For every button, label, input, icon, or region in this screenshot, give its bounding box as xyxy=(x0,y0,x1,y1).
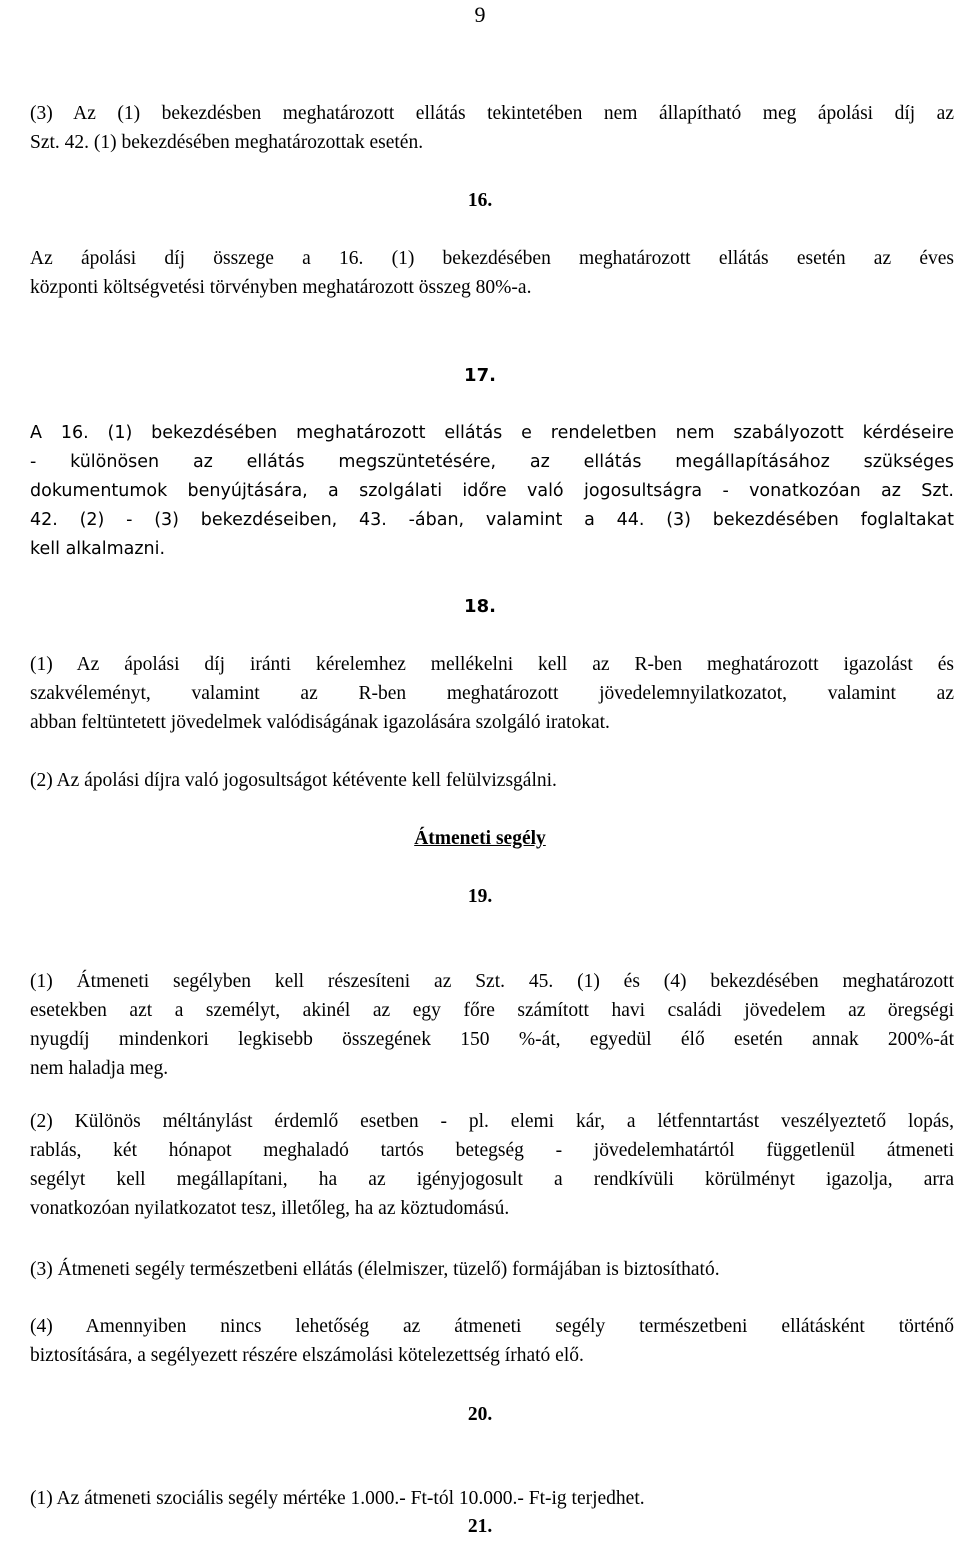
text-line: (1) Az átmeneti szociális segély mértéke 1.000.- Ft-tól 10.000.- Ft-ig terjedhet. xyxy=(30,1488,645,1509)
text-line: dokumentumok benyújtására, a szolgálati időre való jogosultságra - vonatkozóan az Szt. xyxy=(30,481,954,501)
text-line: abban feltüntetett jövedelmek valódiságának igazolására szolgáló iratokat. xyxy=(30,712,610,733)
text-line: (2) Az ápolási díjra való jogosultságot kétévente kell felülvizsgálni. xyxy=(30,770,557,791)
text-line: biztosítására, a segélyezett részére elszámolási kötelezettség írható elő. xyxy=(30,1345,584,1366)
paragraph-19-3 xyxy=(30,1255,954,1284)
paragraph-16 xyxy=(30,244,954,302)
section-heading-19: 19. xyxy=(467,886,493,907)
section-heading-21: 21. xyxy=(467,1516,493,1537)
paragraph-19-1 xyxy=(30,967,954,1083)
text-line: (1) Az ápolási díj iránti kérelemhez mellékelni kell az R-ben meghatározott igazolást és xyxy=(30,654,954,675)
section-heading-16: 16. xyxy=(467,190,493,211)
text-line: esetekben azt a személyt, akinél az egy főre számított havi családi jövedelem az öregségi xyxy=(30,1000,954,1021)
text-line: központi költségvetési törvényben meghatározott összeg 80%-a. xyxy=(30,277,532,298)
section-heading-18: 18. xyxy=(464,596,496,617)
paragraph-16-3 xyxy=(30,99,954,157)
text-line: Az ápolási díj összege a 16. (1) bekezdésében meghatározott ellátás esetén az éves xyxy=(30,248,954,269)
text-line: - különösen az ellátás megszüntetésére, az ellátás megállapításához szükséges xyxy=(30,452,954,472)
text-line: (4) Amennyiben nincs lehetőség az átmeneti segély természetbeni ellátásként történő xyxy=(30,1316,954,1337)
paragraph-18-1 xyxy=(30,650,954,737)
text-line: A 16. (1) bekezdésében meghatározott ellátás e rendeletben nem szabályozott kérdéseire xyxy=(30,423,954,443)
text-line: (2) Különös méltánylást érdemlő esetben - pl. elemi kár, a létfenntartást veszélyeztető lopás, xyxy=(30,1111,954,1132)
text-line: (3) Az (1) bekezdésben meghatározott ellátás tekintetében nem állapítható meg ápolási díj az xyxy=(30,103,954,124)
text-line: vonatkozóan nyilatkozatot tesz, illetőleg, ha az köztudomású. xyxy=(30,1198,510,1219)
paragraph-17 xyxy=(30,419,954,564)
text-line: kell alkalmazni. xyxy=(30,539,166,559)
text-line: Szt. 42. (1) bekezdésében meghatározottak esetén. xyxy=(30,132,424,153)
paragraph-20-1 xyxy=(30,1484,954,1513)
paragraph-19-4 xyxy=(30,1312,954,1370)
text-line: szakvéleményt, valamint az R-ben meghatározott jövedelemnyilatkozatot, valamint az xyxy=(30,683,954,704)
paragraph-19-2 xyxy=(30,1107,954,1223)
text-line: 42. (2) - (3) bekezdéseiben, 43. -ában, valamint a 44. (3) bekezdésében foglaltakat xyxy=(30,510,954,530)
text-line: nem haladja meg. xyxy=(30,1058,169,1079)
title-atmeneti-segely: Átmeneti segély xyxy=(414,828,546,849)
text-line: rablás, két hónapot meghaladó tartós betegség - jövedelemhatártól függetlenül átmeneti xyxy=(30,1140,954,1161)
paragraph-18-2 xyxy=(30,766,954,795)
text-line: nyugdíj mindenkori legkisebb összegének 150 %-át, egyedül élő esetén annak 200%-át xyxy=(30,1029,954,1050)
page-number: 9 xyxy=(474,2,486,27)
section-heading-17: 17. xyxy=(464,365,496,386)
text-line: (1) Átmeneti segélyben kell részesíteni az Szt. 45. (1) és (4) bekezdésében meghatározott xyxy=(30,971,954,992)
text-line: (3) Átmeneti segély természetbeni ellátás (élelmiszer, tüzelő) formájában is biztosítható. xyxy=(30,1259,720,1280)
text-line: segélyt kell megállapítani, ha az igényjogosult a rendkívüli körülményt igazolja, arra xyxy=(30,1169,954,1190)
section-heading-20: 20. xyxy=(467,1404,493,1425)
